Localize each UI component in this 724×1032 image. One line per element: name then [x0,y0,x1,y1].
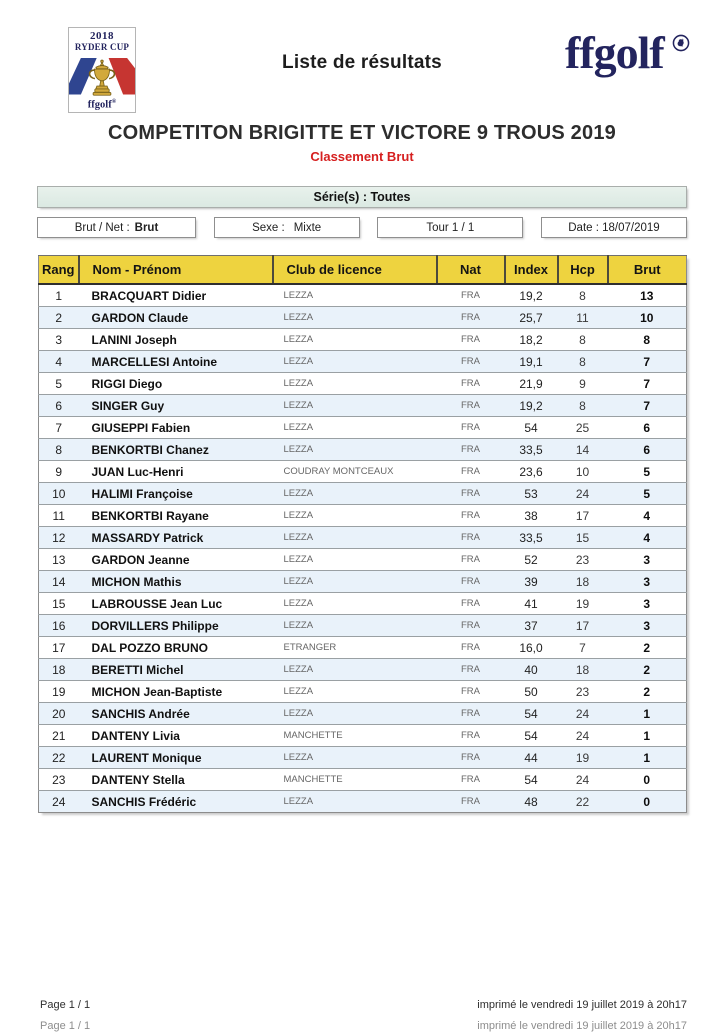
table-row [39,703,687,725]
cell-index: 54 [505,703,558,725]
table-row [39,284,687,307]
cell-club: LEZZA [273,395,437,417]
table-row [39,549,687,571]
cell-hcp: 8 [558,395,608,417]
cell-brut: 7 [608,351,687,373]
cell-brut: 8 [608,329,687,351]
cell-nat: FRA [437,769,505,791]
page-footer [40,999,687,1011]
cell-nom: MASSARDY Patrick [79,527,273,549]
cell-index: 33,5 [505,439,558,461]
cell-brut: 2 [608,637,687,659]
cell-hcp: 23 [558,549,608,571]
rooster-icon [672,34,690,52]
results-tbody [39,284,687,813]
cell-nom: MICHON Mathis [79,571,273,593]
table-row [39,571,687,593]
series-bar: Série(s) : Toutes [37,186,687,208]
cell-index: 40 [505,659,558,681]
page-number-cutoff: Page 1 / 1 [40,1020,91,1032]
ryder-cup-year: 2018 [90,30,114,42]
cell-hcp: 23 [558,681,608,703]
cell-index: 37 [505,615,558,637]
table-row [39,461,687,483]
cell-brut: 0 [608,769,687,791]
cell-nat: FRA [437,549,505,571]
table-row [39,395,687,417]
cell-hcp: 24 [558,725,608,747]
cell-nat: FRA [437,417,505,439]
cell-brut: 6 [608,439,687,461]
filter-brut-net [37,217,196,238]
results-table-header [39,256,687,285]
cell-rang: 23 [39,769,79,791]
cell-hcp: 18 [558,659,608,681]
cell-nom: GARDON Jeanne [79,549,273,571]
cell-club: LEZZA [273,549,437,571]
cell-club: ETRANGER [273,637,437,659]
cell-brut: 1 [608,703,687,725]
cell-hcp: 19 [558,593,608,615]
cell-rang: 6 [39,395,79,417]
cell-brut: 7 [608,373,687,395]
cell-nat: FRA [437,461,505,483]
cell-club: LEZZA [273,351,437,373]
cell-nat: FRA [437,791,505,813]
cell-club: LEZZA [273,747,437,769]
ffgolf-logo [560,27,710,96]
competition-subtitle: Classement Brut [310,149,414,164]
cell-nom: GARDON Claude [79,307,273,329]
cell-club: MANCHETTE [273,769,437,791]
cell-index: 54 [505,725,558,747]
cell-index: 21,9 [505,373,558,395]
cell-club: LEZZA [273,527,437,549]
cell-index: 33,5 [505,527,558,549]
cell-nom: MICHON Jean-Baptiste [79,681,273,703]
filter-sexe [214,217,360,238]
cell-rang: 5 [39,373,79,395]
table-row [39,439,687,461]
results-table [38,255,687,813]
filter-tour [377,217,523,238]
cell-rang: 2 [39,307,79,329]
ryder-cup-title: RYDER CUP [74,41,130,52]
cell-nom: SANCHIS Frédéric [79,791,273,813]
table-row [39,483,687,505]
registered-mark: ® [111,98,117,105]
col-header-club: Club de licence [273,256,437,285]
cell-nat: FRA [437,329,505,351]
cell-nom: DANTENY Livia [79,725,273,747]
cell-club: MANCHETTE [273,725,437,747]
cell-nom: GIUSEPPI Fabien [79,417,273,439]
col-header-hcp: Hcp [558,256,608,285]
cell-index: 23,6 [505,461,558,483]
cell-rang: 1 [39,284,79,307]
cell-index: 50 [505,681,558,703]
cell-nat: FRA [437,527,505,549]
page-number: Page 1 / 1 [40,999,91,1011]
table-row [39,505,687,527]
cell-club: LEZZA [273,615,437,637]
table-row [39,791,687,813]
cell-index: 39 [505,571,558,593]
cell-club: LEZZA [273,791,437,813]
col-header-index: Index [505,256,558,285]
cell-hcp: 11 [558,307,608,329]
cell-rang: 10 [39,483,79,505]
cell-nom: SINGER Guy [79,395,273,417]
cell-index: 53 [505,483,558,505]
cell-nom: HALIMI Françoise [79,483,273,505]
cell-club: LEZZA [273,329,437,351]
table-row [39,637,687,659]
col-header-nat: Nat [437,256,505,285]
cell-index: 18,2 [505,329,558,351]
cell-hcp: 24 [558,769,608,791]
cell-index: 19,1 [505,351,558,373]
table-row [39,307,687,329]
cell-nat: FRA [437,483,505,505]
cell-hcp: 17 [558,615,608,637]
cell-nat: FRA [437,395,505,417]
cell-brut: 10 [608,307,687,329]
competition-title: COMPETITON BRIGITTE ET VICTORE 9 TROUS 2019 [108,122,616,144]
cell-nat: FRA [437,351,505,373]
cell-brut: 4 [608,527,687,549]
cell-hcp: 8 [558,351,608,373]
cell-brut: 3 [608,615,687,637]
cell-brut: 3 [608,549,687,571]
cell-brut: 6 [608,417,687,439]
cell-nom: DAL POZZO BRUNO [79,637,273,659]
table-row [39,593,687,615]
cell-nat: FRA [437,505,505,527]
cell-index: 52 [505,549,558,571]
cell-club: LEZZA [273,439,437,461]
cell-nat: FRA [437,747,505,769]
cell-brut: 5 [608,461,687,483]
cell-rang: 17 [39,637,79,659]
cell-nat: FRA [437,725,505,747]
cell-rang: 24 [39,791,79,813]
cell-brut: 7 [608,395,687,417]
filter-date [541,217,687,238]
table-row [39,681,687,703]
cell-nat: FRA [437,637,505,659]
cell-rang: 22 [39,747,79,769]
cell-club: LEZZA [273,681,437,703]
cell-rang: 8 [39,439,79,461]
cell-nom: LABROUSSE Jean Luc [79,593,273,615]
cell-club: LEZZA [273,307,437,329]
filter-brut-net-value: Brut [134,221,159,234]
cell-nat: FRA [437,659,505,681]
cell-nat: FRA [437,307,505,329]
cell-club: LEZZA [273,593,437,615]
cell-hcp: 22 [558,791,608,813]
cell-brut: 2 [608,681,687,703]
cell-nom: JUAN Luc-Henri [79,461,273,483]
cell-index: 54 [505,417,558,439]
printed-timestamp-cutoff: imprimé le vendredi 19 juillet 2019 à 20h17 [477,1020,687,1032]
col-header-rang: Rang [39,256,79,285]
cell-rang: 15 [39,593,79,615]
cell-index: 54 [505,769,558,791]
filter-tour-label: Tour 1 / 1 [426,221,475,234]
cell-brut: 13 [608,284,687,307]
cell-club: LEZZA [273,373,437,395]
filter-brut-net-label: Brut / Net : [74,221,130,234]
cell-index: 19,2 [505,284,558,307]
cell-club: LEZZA [273,659,437,681]
table-row [39,527,687,549]
table-row [39,417,687,439]
cell-club: LEZZA [273,571,437,593]
cell-club: LEZZA [273,703,437,725]
cell-nat: FRA [437,284,505,307]
document-title: Liste de résultats [282,52,442,73]
cell-index: 25,7 [505,307,558,329]
cell-rang: 18 [39,659,79,681]
cell-hcp: 18 [558,571,608,593]
filter-row [37,217,687,238]
table-row [39,659,687,681]
cell-nom: BENKORTBI Chanez [79,439,273,461]
table-row [39,351,687,373]
filter-sexe-value: Mixte [293,221,322,234]
cell-index: 44 [505,747,558,769]
cell-rang: 19 [39,681,79,703]
cell-nom: BERETTI Michel [79,659,273,681]
cell-brut: 0 [608,791,687,813]
table-row [39,329,687,351]
cell-hcp: 24 [558,483,608,505]
cell-rang: 11 [39,505,79,527]
printed-timestamp: imprimé le vendredi 19 juillet 2019 à 20h17 [477,999,687,1011]
cell-rang: 12 [39,527,79,549]
cell-nat: FRA [437,681,505,703]
cell-hcp: 17 [558,505,608,527]
cell-rang: 13 [39,549,79,571]
cell-nat: FRA [437,373,505,395]
cell-hcp: 15 [558,527,608,549]
cell-rang: 4 [39,351,79,373]
cell-club: LEZZA [273,483,437,505]
filter-sexe-label: Sexe : [252,221,285,234]
cell-brut: 3 [608,571,687,593]
cell-brut: 1 [608,725,687,747]
ffgolf-wordmark: ffgolf [565,27,664,78]
cell-rang: 14 [39,571,79,593]
cell-brut: 1 [608,747,687,769]
cell-brut: 3 [608,593,687,615]
col-header-brut: Brut [608,256,687,285]
cell-hcp: 19 [558,747,608,769]
cell-hcp: 14 [558,439,608,461]
table-row [39,725,687,747]
cell-index: 38 [505,505,558,527]
cell-rang: 21 [39,725,79,747]
cell-hcp: 24 [558,703,608,725]
cell-nom: LANINI Joseph [79,329,273,351]
cell-index: 48 [505,791,558,813]
table-row [39,615,687,637]
cell-index: 41 [505,593,558,615]
cell-hcp: 10 [558,461,608,483]
cell-club: LEZZA [273,284,437,307]
cell-rang: 20 [39,703,79,725]
page-footer-cutoff [40,1020,687,1032]
cell-nom: BENKORTBI Rayane [79,505,273,527]
table-row [39,373,687,395]
filter-date-label: Date : 18/07/2019 [568,221,660,234]
ryder-cup-logo-brand: ffgolf® [87,98,117,110]
cell-club: LEZZA [273,505,437,527]
cell-nat: FRA [437,615,505,637]
cell-nat: FRA [437,703,505,725]
cell-nom: DORVILLERS Philippe [79,615,273,637]
cell-index: 16,0 [505,637,558,659]
cell-brut: 2 [608,659,687,681]
cell-hcp: 9 [558,373,608,395]
col-header-nom-prenom: Nom - Prénom [79,256,273,285]
table-row [39,769,687,791]
cell-club: COUDRAY MONTCEAUX [273,461,437,483]
cell-hcp: 7 [558,637,608,659]
cell-rang: 7 [39,417,79,439]
cell-index: 19,2 [505,395,558,417]
cell-nat: FRA [437,593,505,615]
cell-rang: 9 [39,461,79,483]
cell-nom: LAURENT Monique [79,747,273,769]
cell-nom: MARCELLESI Antoine [79,351,273,373]
cell-brut: 5 [608,483,687,505]
cell-brut: 4 [608,505,687,527]
cell-nat: FRA [437,571,505,593]
cell-club: LEZZA [273,417,437,439]
cell-hcp: 8 [558,329,608,351]
cell-hcp: 8 [558,284,608,307]
cell-nom: BRACQUART Didier [79,284,273,307]
cell-rang: 3 [39,329,79,351]
header-row [39,256,687,285]
cell-nom: SANCHIS Andrée [79,703,273,725]
cell-nat: FRA [437,439,505,461]
cell-nom: RIGGI Diego [79,373,273,395]
table-row [39,747,687,769]
cell-rang: 16 [39,615,79,637]
cell-nom: DANTENY Stella [79,769,273,791]
cell-hcp: 25 [558,417,608,439]
